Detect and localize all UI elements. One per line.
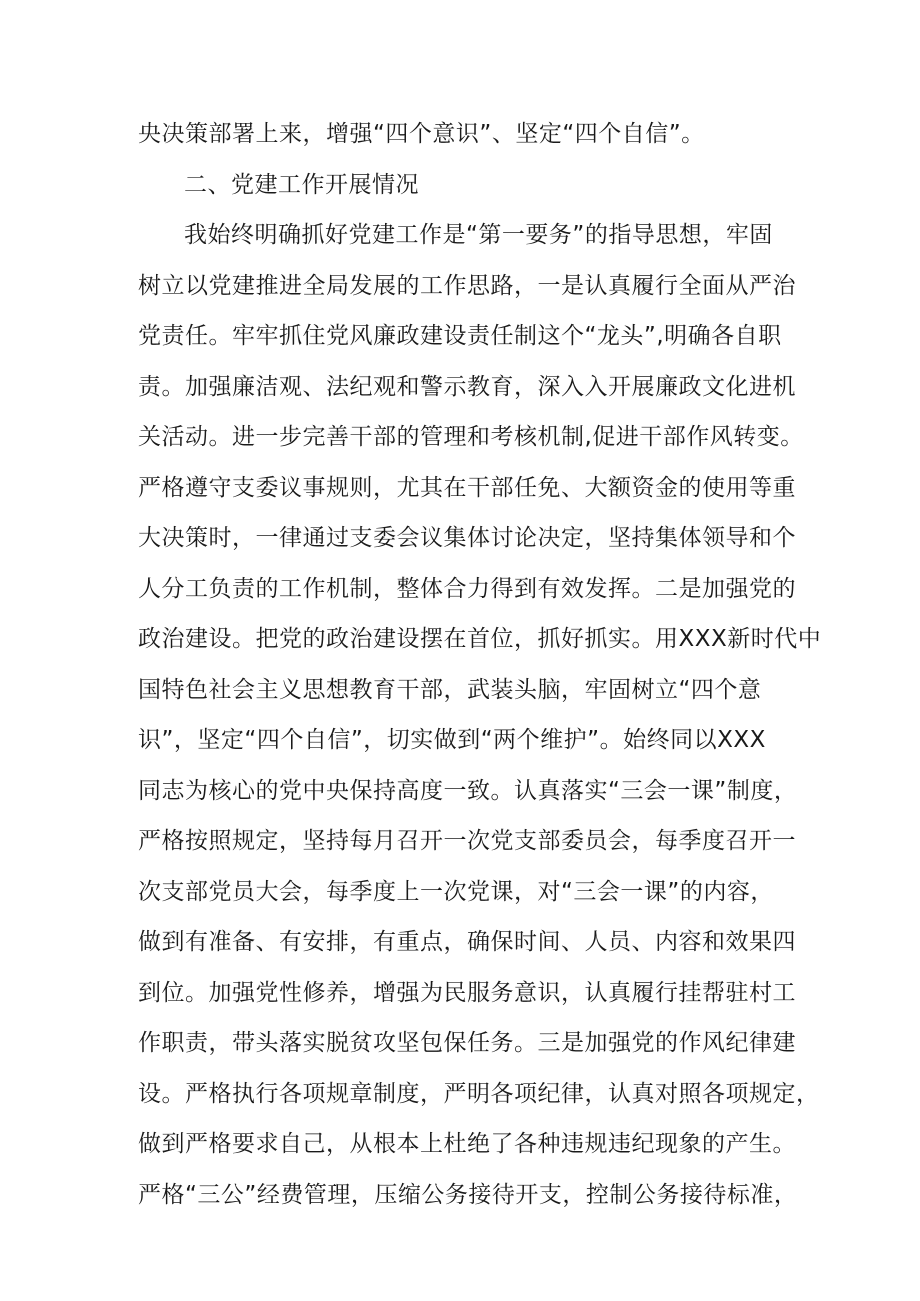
text-line: 严格遵守支委议事规则，尤其在干部任免、大额资金的使用等重 [138,475,796,501]
text-line: 同志为核心的党中央保持高度一致。认真落实“三会一课”制度， [138,778,798,804]
text-line: 大决策时，一律通过支委会议集体讨论决定，坚持集体领导和个 [138,525,796,551]
section-heading: 二、党建工作开展情况 [184,172,419,198]
text-line: 责。加强廉洁观、法纪观和警示教育，深入入开展廉政文化进机 [138,374,796,400]
text-line: 严格按照规定，坚持每月召开一次党支部委员会，每季度召开一 [138,828,796,854]
text-line: 树立以党建推进全局发展的工作思路，一是认真履行全面从严治 [138,273,796,299]
text-line: 作职责，带头落实脱贫攻坚包保任务。三是加强党的作风纪律建 [138,1030,796,1056]
text-line: 做到有准备、有安排，有重点，确保时间、人员、内容和效果四 [138,929,796,955]
text-line: 党责任。牢牢抓住党风廉政建设责任制这个“龙头”,明确各自职 [138,323,782,349]
text-line: 做到严格要求自己，从根本上杜绝了各种违规违纪现象的产生。 [138,1131,796,1157]
text-line: 次支部党员大会，每季度上一次党课，对“三会一课”的内容， [138,879,774,905]
text-line: 关活动。进一步完善干部的管理和考核机制,促进干部作风转变。 [138,424,804,450]
text-line: 严格“三公”经费管理，压缩公务接待开支，控制公务接待标准， [138,1182,798,1208]
text-line: 央决策部署上来，增强“四个意识”、坚定“四个自信”。 [138,121,705,147]
text-line: 我始终明确抓好党建工作是“第一要务”的指导思想，牢固 [184,222,773,248]
text-line: 到位。加强党性修养，增强为民服务意识，认真履行挂帮驻村工 [138,980,796,1006]
text-line: 人分工负责的工作机制，整体合力得到有效发挥。二是加强党的 [138,576,796,602]
text-line: 政治建设。把党的政治建设摆在首位，抓好抓实。用XXX新时代中 [138,626,822,652]
text-line: 设。严格执行各项规章制度，严明各项纪律，认真对照各项规定， [138,1081,820,1107]
text-line: 识”，坚定“四个自信”，切实做到“两个维护”。始终同以XXX [138,727,766,753]
text-line: 国特色社会主义思想教育干部，武装头脑，牢固树立“四个意 [138,677,762,703]
